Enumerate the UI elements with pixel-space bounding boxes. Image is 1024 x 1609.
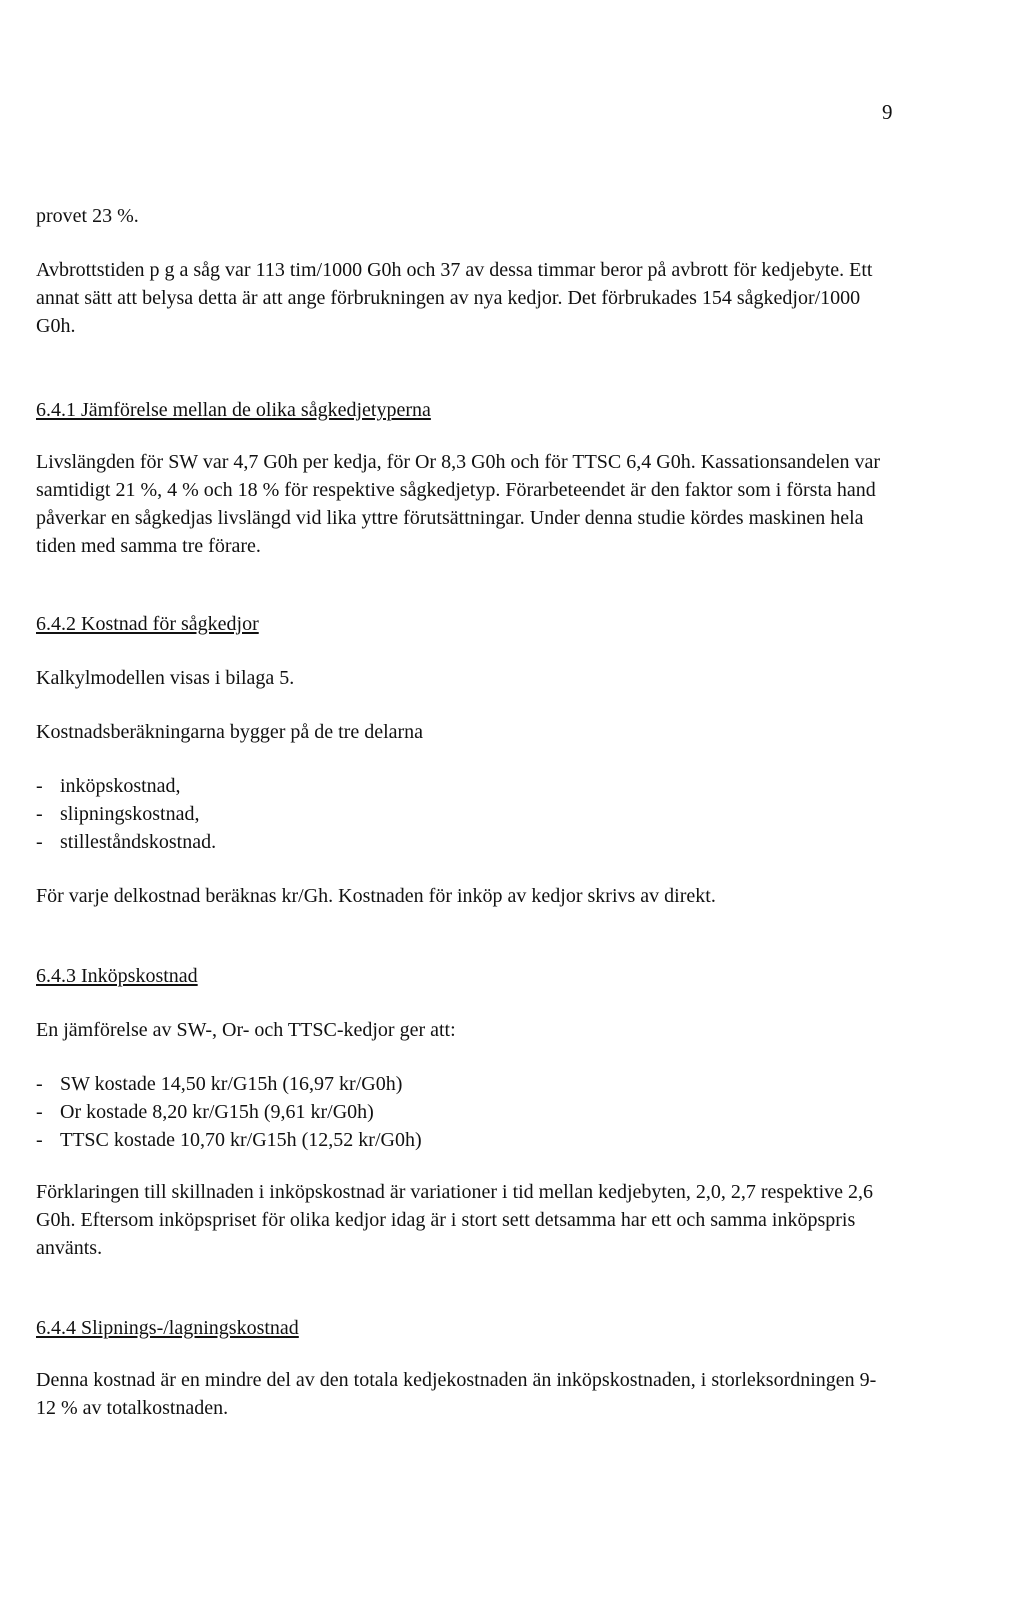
heading-6-4-3: 6.4.3 Inköpskostnad (36, 965, 198, 987)
heading-6-4-4: 6.4.4 Slipnings-/lagningskostnad (36, 1317, 299, 1339)
paragraph-jamforelse: En jämförelse av SW-, Or- och TTSC-kedjor ger att: (36, 1019, 456, 1041)
paragraph-forklaringen: Förklaringen till skillnaden i inköpskostnad är variationer i tid mellan kedjebyten, 2,0, 2,7 respektive 2,6 G0h. Eftersom inköpspriset för olika kedjor idag är i stort sett detsamma har ett och samma inköpspris använts. (36, 1181, 874, 1259)
list-item: - stilleståndskostnad. (36, 831, 217, 853)
paragraph-avbrottstiden: Avbrottstiden p g a såg var 113 tim/1000 G0h och 37 av dessa timmar beror på avbrott för kedjebyte. Ett annat sätt att belysa detta är att ange förbrukningen av nya kedjor. Det förbrukades 154 sågkedjor/1000 G0h. (36, 259, 873, 337)
list-item: - TTSC kostade 10,70 kr/G15h (12,52 kr/G0h) (36, 1129, 422, 1151)
paragraph-provet: provet 23 %. (36, 205, 139, 227)
list-delkostnader (36, 772, 896, 856)
paragraph-livslangden: Livslängden för SW var 4,7 G0h per kedja, för Or 8,3 G0h och för TTSC 6,4 G0h. Kassationsandelen var samtidigt 21 %, 4 % och 18 % för respektive sågkedjetyp. Förarbeteendet är den faktor som i första hand påverkar en sågkedjas livslängd vid lika yttre förutsättningar. Under denna studie kördes maskinen hela tiden med samma tre förare. (36, 451, 881, 557)
list-item: - Or kostade 8,20 kr/G15h (9,61 kr/G0h) (36, 1101, 374, 1123)
list-item: - slipningskostnad, (36, 803, 200, 825)
paragraph-denna-kostnad: Denna kostnad är en mindre del av den totala kedjekostnaden än inköpskostnaden, i storleksordningen 9-12 % av totalkostnaden. (36, 1369, 877, 1419)
page-number: 9 (882, 100, 893, 124)
heading-6-4-2: 6.4.2 Kostnad för sågkedjor (36, 613, 259, 635)
paragraph-varje-delkostnad: För varje delkostnad beräknas kr/Gh. Kostnaden för inköp av kedjor skrivs av direkt. (36, 885, 716, 907)
heading-6-4-1: 6.4.1 Jämförelse mellan de olika sågkedjetyperna (36, 399, 431, 421)
list-item: - inköpskostnad, (36, 775, 181, 797)
list-item: - SW kostade 14,50 kr/G15h (16,97 kr/G0h) (36, 1073, 403, 1095)
paragraph-kostnadsberakningarna: Kostnadsberäkningarna bygger på de tre delarna (36, 721, 424, 743)
paragraph-kalkylmodellen: Kalkylmodellen visas i bilaga 5. (36, 667, 295, 689)
list-kostade (36, 1070, 896, 1154)
